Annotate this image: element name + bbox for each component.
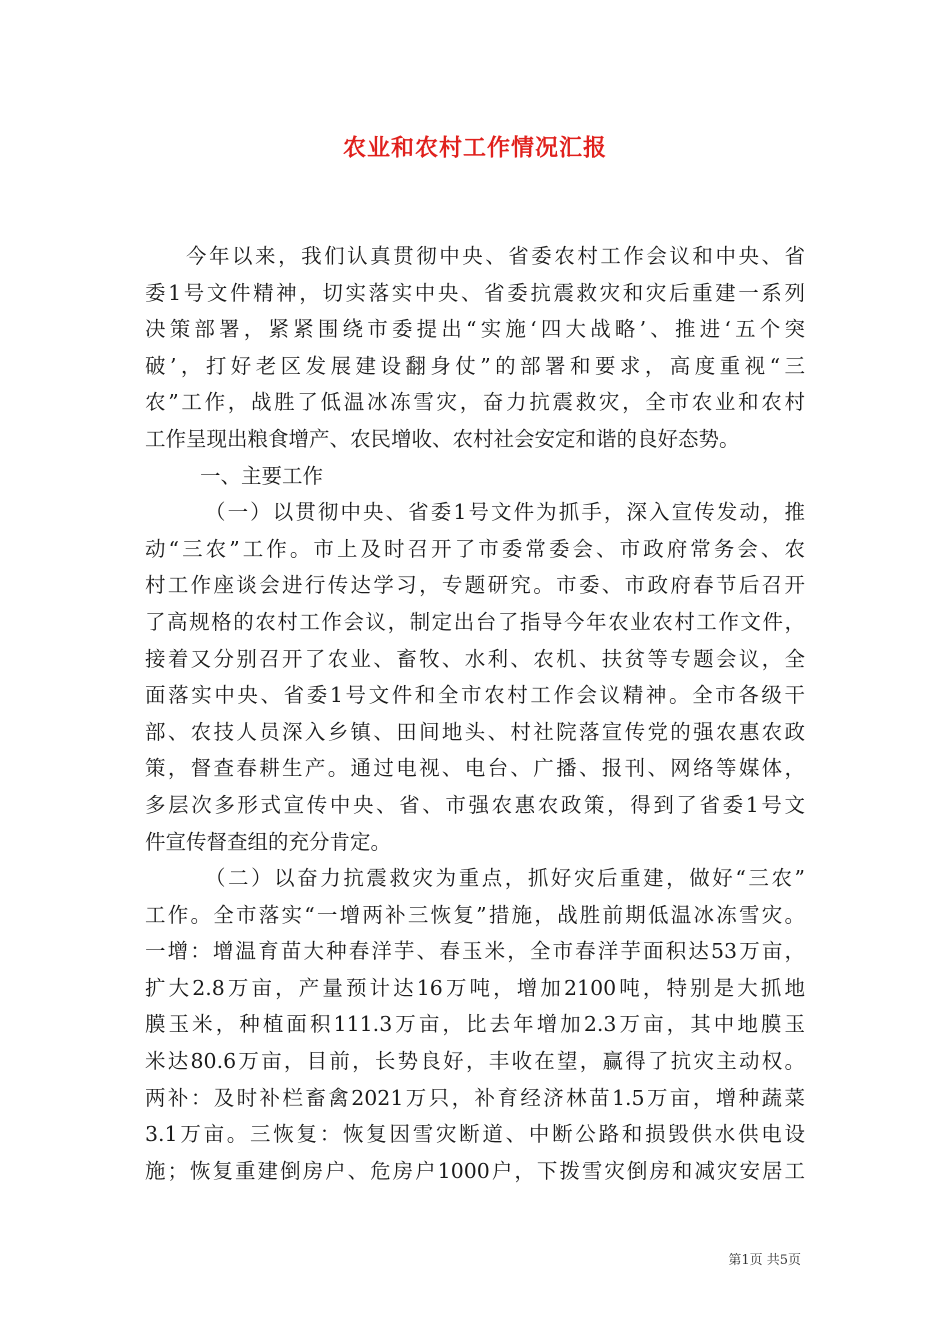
paragraph-line: 今年以来，我们认真贯彻中央、省委农村工作会议和中央、省 xyxy=(186,244,805,268)
paragraph-line: 部、农技人员深入乡镇、田间地头、村社院落宣传党的强农惠农政 xyxy=(145,719,805,744)
paragraph-line: 村工作座谈会进行传达学习，专题研究。市委、市政府春节后召开 xyxy=(145,573,805,598)
paragraph-line: 膜玉米，种植面积111.3万亩，比去年增加2.3万亩，其中地膜玉 xyxy=(145,1012,805,1037)
paragraph-line: 扩大2.8万亩，产量预计达16万吨，增加2100吨，特别是大抓地 xyxy=(145,975,805,1000)
paragraph-line: （一）以贯彻中央、省委1号文件为抓手，深入宣传发动，推 xyxy=(205,500,805,525)
document-title: 农业和农村工作情况汇报 xyxy=(343,134,607,161)
paragraph-line: 一增：增温育苗大种春洋芋、春玉米，全市春洋芋面积达53万亩， xyxy=(145,939,805,964)
paragraph-line: 策，督查春耕生产。通过电视、电台、广播、报刊、网络等媒体， xyxy=(145,756,805,781)
paragraph-line: 破’，打好老区发展建设翻身仗”的部署和要求，高度重视“三 xyxy=(145,353,805,378)
paragraph-line: 两补：及时补栏畜禽2021万只，补育经济林苗1.5万亩，增种蔬菜 xyxy=(145,1085,805,1110)
paragraph-line: 多层次多形式宣传中央、省、市强农惠农政策，得到了省委1号文 xyxy=(145,792,805,817)
paragraph-line: 米达80.6万亩，目前，长势良好，丰收在望，赢得了抗灾主动权。 xyxy=(145,1049,805,1074)
paragraph-line: 了高规格的农村工作会议，制定出台了指导今年农业农村工作文件， xyxy=(145,609,805,634)
paragraph-line: （二）以奋力抗震救灾为重点，抓好灾后重建，做好“三农” xyxy=(205,866,805,891)
paragraph-line: 工作。全市落实“一增两补三恢复”措施，战胜前期低温冰冻雪灾。 xyxy=(145,902,805,927)
paragraph-line: 决策部署，紧紧围绕市委提出“实施‘四大战略’、推进‘五个突 xyxy=(145,317,805,342)
paragraph-line: 3.1万亩。三恢复：恢复因雪灾断道、中断公路和损毁供水供电设 xyxy=(145,1122,805,1147)
paragraph-line: 动“三农”工作。市上及时召开了市委常委会、市政府常务会、农 xyxy=(145,536,805,561)
document-body xyxy=(145,238,805,1189)
paragraph-line: 件宣传督查组的充分肯定。 xyxy=(145,829,391,854)
paragraph-line: 面落实中央、省委1号文件和全市农村工作会议精神。全市各级干 xyxy=(145,683,805,708)
section-heading: 一、主要工作 xyxy=(200,463,323,488)
paragraph-line: 工作呈现出粮食增产、农民增收、农村社会安定和谐的良好态势。 xyxy=(145,426,740,451)
paragraph-line: 农”工作，战胜了低温冰冻雪灾，奋力抗震救灾，全市农业和农村 xyxy=(145,390,805,415)
paragraph-line: 委1号文件精神，切实落实中央、省委抗震救灾和灾后重建一系列 xyxy=(145,280,805,305)
page-number: 第1页 共5页 xyxy=(728,1253,801,1268)
paragraph-line: 施；恢复重建倒房户、危房户1000户，下拨雪灾倒房和减灾安居工 xyxy=(145,1158,805,1183)
paragraph-line: 接着又分别召开了农业、畜牧、水利、农机、扶贫等专题会议，全 xyxy=(145,646,805,671)
